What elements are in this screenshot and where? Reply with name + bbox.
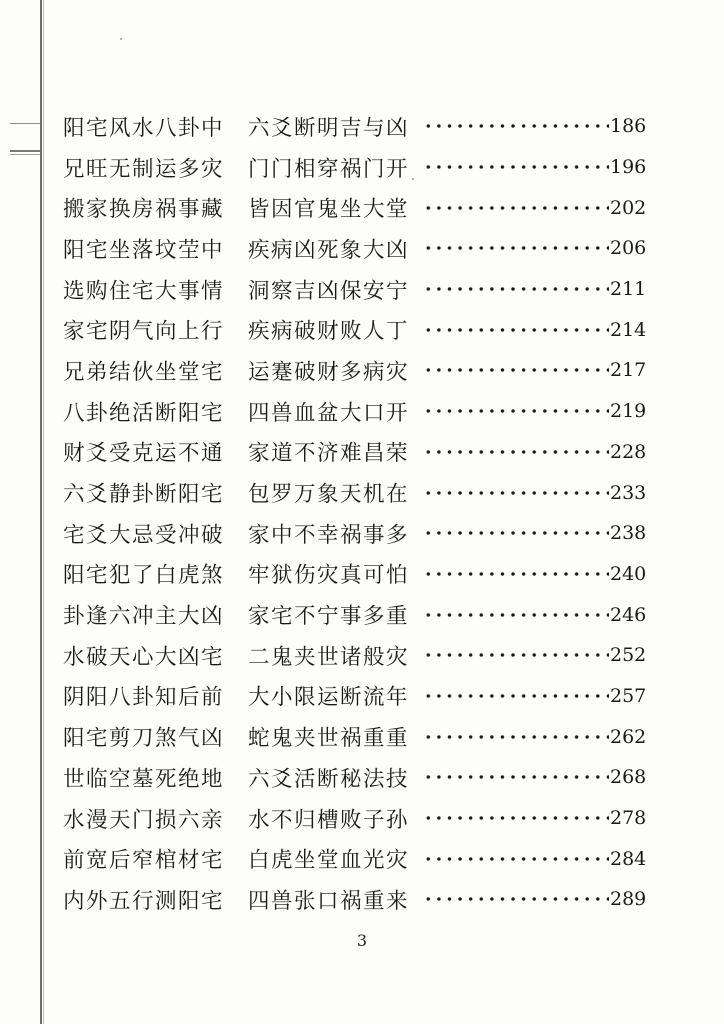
- toc-entry[interactable]: [55, 594, 655, 635]
- toc-entry-first-line: 前宽后窄棺材宅: [63, 848, 225, 874]
- toc-entry-second-line: 疾病凶死象大凶: [248, 237, 410, 263]
- toc-page-number: 257: [610, 684, 647, 707]
- toc-page-number: 252: [610, 644, 647, 667]
- page-number: 3: [356, 931, 368, 950]
- dot-leader: [423, 409, 609, 413]
- toc-entry[interactable]: [55, 798, 655, 839]
- dot-leader: [423, 124, 609, 128]
- toc-entry-second-line: 六爻活断秘法技: [248, 766, 410, 792]
- toc-entry-first-line: 卦逢六冲主大凶: [63, 604, 225, 630]
- dot-leader: [423, 450, 609, 454]
- toc-entry-second-line: 包罗万象天机在: [248, 482, 410, 508]
- toc-entry-second-line: 水不归槽败子孙: [248, 807, 410, 833]
- toc-entry[interactable]: [55, 879, 655, 920]
- toc-entry-second-line: 六爻断明吉与凶: [248, 115, 410, 141]
- toc-entry-first-line: 阳宅坐落坟茔中: [63, 237, 225, 263]
- toc-entry-second-line: 牢狱伤灾真可怕: [248, 563, 410, 589]
- toc-entry[interactable]: [55, 350, 655, 391]
- toc-entry[interactable]: [55, 472, 655, 513]
- toc-entry-second-line: 门门相穿祸门开: [248, 156, 410, 182]
- toc-entry-first-line: 内外五行测阳宅: [63, 888, 225, 914]
- dot-leader: [423, 206, 609, 210]
- toc-page-number: 278: [610, 807, 647, 830]
- toc-entry[interactable]: [55, 716, 655, 757]
- margin-tick: [10, 123, 40, 124]
- toc-entry-first-line: 阴阳八卦知后前: [63, 685, 225, 711]
- margin-tick: [10, 150, 40, 152]
- scan-speck: [120, 38, 122, 40]
- toc-entry-first-line: 世临空墓死绝地: [63, 766, 225, 792]
- toc-entry-second-line: 二鬼夹世诸般灾: [248, 644, 410, 670]
- toc-page-number: 211: [610, 278, 647, 301]
- toc-entry-first-line: 水漫天门损六亲: [63, 807, 225, 833]
- toc-entry[interactable]: [55, 269, 655, 310]
- toc-entry-first-line: 兄弟结伙坐堂宅: [63, 359, 225, 385]
- dot-leader: [423, 368, 609, 372]
- toc-page-number: 262: [610, 725, 647, 748]
- table-of-contents: [55, 106, 655, 920]
- toc-entry-second-line: 蛇鬼夹世祸重重: [248, 726, 410, 752]
- toc-page-number: 206: [610, 237, 647, 260]
- dot-leader: [423, 653, 609, 657]
- toc-entry-first-line: 选购住宅大事情: [63, 278, 225, 304]
- toc-entry[interactable]: [55, 432, 655, 473]
- toc-entry-first-line: 搬家换房祸事藏: [63, 197, 225, 223]
- dot-leader: [423, 246, 609, 250]
- dot-leader: [423, 572, 609, 576]
- binding-margin-rule: [40, 0, 42, 1024]
- toc-entry[interactable]: [55, 676, 655, 717]
- toc-page-number: 284: [610, 847, 647, 870]
- toc-page-number: 228: [610, 440, 647, 463]
- dot-leader: [423, 531, 609, 535]
- toc-page-number: 217: [610, 359, 647, 382]
- toc-entry-second-line: 疾病破财败人丁: [248, 319, 410, 345]
- toc-entry[interactable]: [55, 757, 655, 798]
- dot-leader: [423, 897, 609, 901]
- toc-entry-second-line: 家道不济难昌荣: [248, 441, 410, 467]
- toc-entry-first-line: 八卦绝活断阳宅: [63, 400, 225, 426]
- toc-entry-first-line: 阳宅犯了白虎煞: [63, 563, 225, 589]
- toc-entry-first-line: 水破天心大凶宅: [63, 644, 225, 670]
- toc-entry[interactable]: [55, 187, 655, 228]
- toc-page-number: 214: [610, 318, 647, 341]
- toc-page-number: 268: [610, 766, 647, 789]
- toc-entry-first-line: 六爻静卦断阳宅: [63, 482, 225, 508]
- dot-leader: [423, 816, 609, 820]
- toc-entry-first-line: 财爻受克运不通: [63, 441, 225, 467]
- dot-leader: [423, 735, 609, 739]
- toc-entry-second-line: 运蹇破财多病灾: [248, 359, 410, 385]
- toc-entry-first-line: 阳宅剪刀煞气凶: [63, 726, 225, 752]
- toc-page-number: 240: [610, 562, 647, 585]
- toc-page-number: 246: [610, 603, 647, 626]
- dot-leader: [423, 775, 609, 779]
- toc-page-number: 186: [610, 115, 647, 138]
- dot-leader: [423, 491, 609, 495]
- toc-entry[interactable]: [55, 513, 655, 554]
- toc-entry-first-line: 家宅阴气向上行: [63, 319, 225, 345]
- toc-entry[interactable]: [55, 635, 655, 676]
- toc-page-number: 289: [610, 888, 647, 911]
- toc-entry-second-line: 皆因官鬼坐大堂: [248, 197, 410, 223]
- toc-entry[interactable]: [55, 228, 655, 269]
- toc-entry-first-line: 宅爻大忌受冲破: [63, 522, 225, 548]
- dot-leader: [423, 165, 609, 169]
- toc-entry-second-line: 洞察吉凶保安宁: [248, 278, 410, 304]
- toc-entry-second-line: 家宅不宁事多重: [248, 604, 410, 630]
- binding-margin-shadow: [43, 0, 44, 1024]
- toc-entry-second-line: 四兽张口祸重来: [248, 888, 410, 914]
- toc-page-number: 233: [610, 481, 647, 504]
- toc-entry[interactable]: [55, 391, 655, 432]
- toc-entry-first-line: 阳宅风水八卦中: [63, 115, 225, 141]
- toc-entry[interactable]: [55, 106, 655, 147]
- toc-entry[interactable]: [55, 554, 655, 595]
- dot-leader: [423, 694, 609, 698]
- toc-page-number: 219: [610, 400, 647, 423]
- toc-entry-second-line: 四兽血盆大口开: [248, 400, 410, 426]
- dot-leader: [423, 328, 609, 332]
- toc-page-number: 196: [610, 156, 647, 179]
- toc-page-number: 238: [610, 522, 647, 545]
- toc-entry-second-line: 大小限运断流年: [248, 685, 410, 711]
- margin-tick: [10, 154, 40, 155]
- toc-entry-second-line: 白虎坐堂血光灾: [248, 848, 410, 874]
- toc-entry[interactable]: [55, 309, 655, 350]
- toc-page-number: 202: [610, 196, 647, 219]
- toc-entry-first-line: 兄旺无制运多灾: [63, 156, 225, 182]
- toc-entry[interactable]: [55, 838, 655, 879]
- dot-leader: [423, 857, 609, 861]
- dot-leader: [423, 287, 609, 291]
- dot-leader: [423, 613, 609, 617]
- toc-entry[interactable]: [55, 147, 655, 188]
- toc-entry-second-line: 家中不幸祸事多: [248, 522, 410, 548]
